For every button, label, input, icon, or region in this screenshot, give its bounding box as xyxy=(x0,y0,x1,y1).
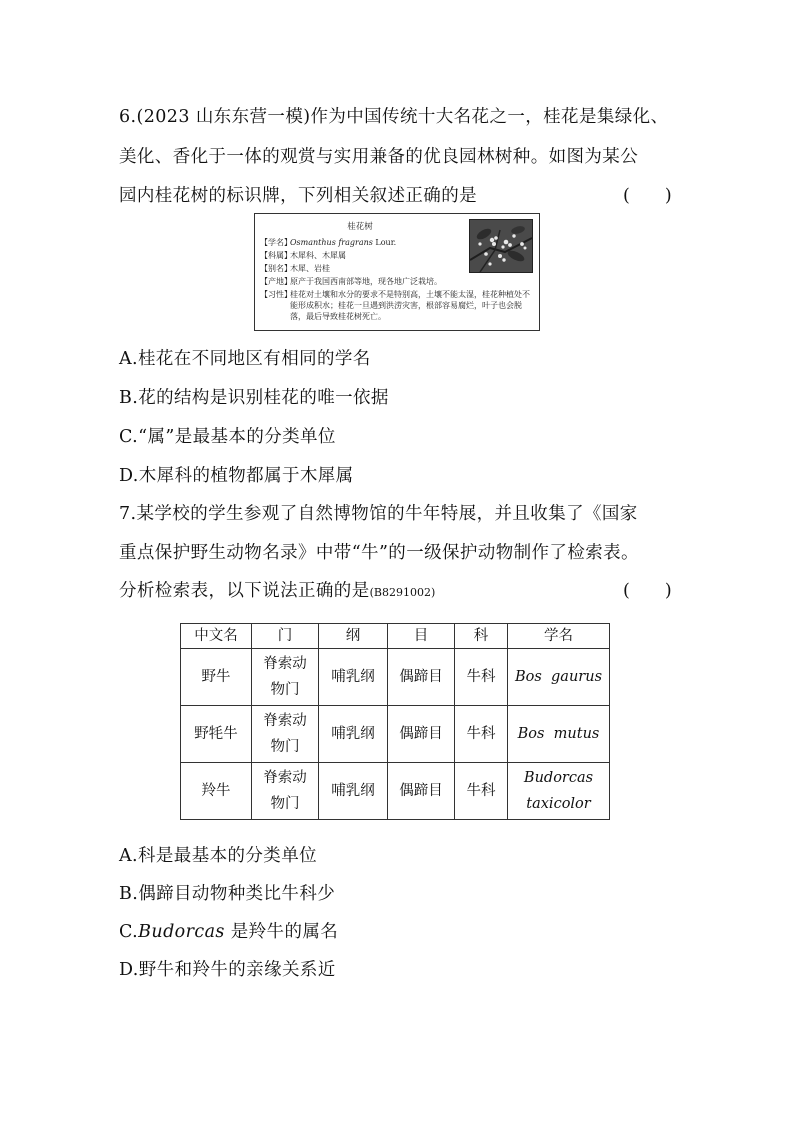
table-cell: 偶蹄目 xyxy=(388,763,455,820)
table-cell xyxy=(252,706,319,763)
table-cell: 羚牛 xyxy=(181,763,252,820)
sign-row-key: 【别名】 xyxy=(260,264,292,273)
q7-stem-line-1: 7.某学校的学生参观了自然博物馆的牛年特展，并且收集了《国家 xyxy=(119,504,638,524)
sign-row-key: 【产地】 xyxy=(260,277,292,286)
table-cell: 野牦牛 xyxy=(181,706,252,763)
q6-option-c[interactable]: C.“属”是最基本的分类单位 xyxy=(119,427,336,447)
sign-row-value: 原产于我国西南部等地，现各地广泛栽培。 xyxy=(290,277,442,286)
table-cell: 哺乳纲 xyxy=(319,763,388,820)
table-cell xyxy=(252,763,319,820)
table-cell xyxy=(252,649,319,706)
q7-stem-text: 分析检索表，以下说法正确的是 xyxy=(119,581,370,601)
table-cell: 偶蹄目 xyxy=(388,649,455,706)
table-cell: 哺乳纲 xyxy=(319,706,388,763)
osmanthus-sign-card xyxy=(254,213,540,331)
table-cell-text: 脊索动物门 xyxy=(263,656,307,698)
q7-option-c[interactable] xyxy=(119,918,338,943)
table-cell-text: 脊索动物门 xyxy=(263,713,307,755)
q7-option-c-suffix: 是羚牛的属名 xyxy=(224,922,339,942)
table-header-scientific-name: 学名 xyxy=(508,624,610,649)
sign-row-suffix: Lour. xyxy=(372,238,397,247)
q7-stem-line-2: 重点保护野生动物名录》中带“牛”的一级保护动物制作了检索表。 xyxy=(119,543,639,563)
table-cell: 牛科 xyxy=(455,649,508,706)
table-header-class: 纲 xyxy=(319,624,388,649)
q6-answer-bracket: ( ) xyxy=(623,186,672,206)
sign-row-value: 木犀、岩桂 xyxy=(290,264,330,273)
q7-answer-bracket: ( ) xyxy=(623,581,672,601)
q7-question-code: (B8291002) xyxy=(369,586,436,599)
table-cell: 牛科 xyxy=(455,763,508,820)
table-header-chinese-name: 中文名 xyxy=(181,624,252,649)
table-cell: 偶蹄目 xyxy=(388,706,455,763)
table-header-phylum: 门 xyxy=(252,624,319,649)
sign-row-alias xyxy=(260,264,330,275)
sign-row-family-genus xyxy=(260,251,346,262)
q7-stem-line-3 xyxy=(119,577,435,602)
table-cell: 牛科 xyxy=(455,706,508,763)
sign-row-value: Osmanthus fragrans xyxy=(290,238,373,247)
table-cell-scientific-name xyxy=(508,763,610,820)
sign-row-key: 【科属】 xyxy=(260,251,292,260)
q7-option-c-prefix: C. xyxy=(119,922,139,942)
table-cell: 野牛 xyxy=(181,649,252,706)
sign-row-key: 【习性】 xyxy=(260,290,292,299)
table-cell-text: Budorcas taxicolor xyxy=(523,770,594,812)
q7-option-b[interactable]: B.偶蹄目动物种类比牛科少 xyxy=(119,884,336,904)
sign-row-origin xyxy=(260,277,442,288)
q7-option-c-genus: Budorcas xyxy=(138,922,225,942)
cattle-classification-table xyxy=(180,623,610,820)
sign-row-scientific-name xyxy=(260,238,396,249)
table-header-family: 科 xyxy=(455,624,508,649)
q6-option-a[interactable]: A.桂花在不同地区有相同的学名 xyxy=(119,349,371,369)
q7-option-d[interactable]: D.野牛和羚牛的亲缘关系近 xyxy=(119,960,336,980)
table-cell-text: 脊索动物门 xyxy=(263,770,307,812)
sign-title: 桂花树 xyxy=(347,222,373,232)
table-row xyxy=(181,706,610,763)
sign-row-key: 【学名】 xyxy=(260,238,292,247)
table-cell-scientific-name: Bos gaurus xyxy=(508,649,610,706)
q6-option-d[interactable]: D.木犀科的植物都属于木犀属 xyxy=(119,466,354,486)
q6-stem-line-2: 美化、香化于一体的观赏与实用兼备的优良园林树种。如图为某公 xyxy=(119,147,639,167)
table-cell: 哺乳纲 xyxy=(319,649,388,706)
table-header-order: 目 xyxy=(388,624,455,649)
q7-option-a[interactable]: A.科是最基本的分类单位 xyxy=(119,846,317,866)
osmanthus-photo xyxy=(469,219,533,273)
table-row xyxy=(181,649,610,706)
q6-stem-line-1: 6.(2023 山东东营一模)作为中国传统十大名花之一，桂花是集绿化、 xyxy=(119,107,669,127)
sign-row-value: 木犀科、木犀属 xyxy=(290,251,346,260)
table-row xyxy=(181,763,610,820)
sign-row-habit xyxy=(260,290,535,322)
osmanthus-photo-art xyxy=(470,220,532,272)
q6-option-b[interactable]: B.花的结构是识别桂花的唯一依据 xyxy=(119,388,389,408)
table-header-row xyxy=(181,624,610,649)
sign-row-value: 桂花对土壤和水分的要求不是特别高，土壤不能太湿，桂花种植处不能形成积水；桂花一旦遇到洪涝灾害，根部容易腐烂，叶子也会脱落，最后导致桂花树死亡。 xyxy=(290,290,530,321)
q6-stem-line-3: 园内桂花树的标识牌，下列相关叙述正确的是 xyxy=(119,186,477,206)
table-cell-scientific-name: Bos mutus xyxy=(508,706,610,763)
